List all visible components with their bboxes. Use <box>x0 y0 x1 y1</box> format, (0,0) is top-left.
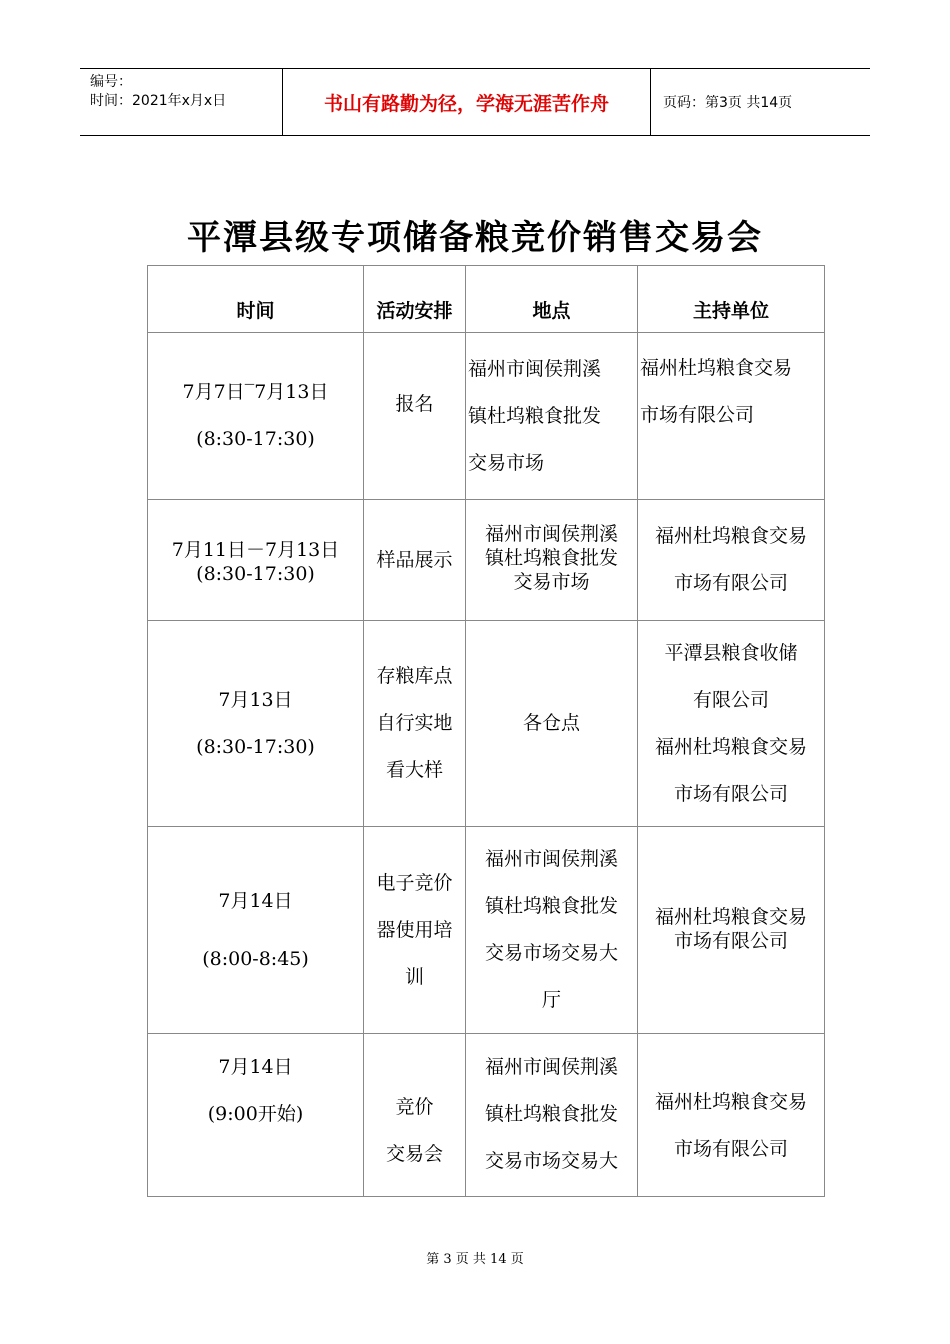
place-cell: 福州市闽侯荆溪 镇杜坞粮食批发 交易市场 <box>466 333 638 500</box>
table-row <box>148 1034 825 1197</box>
place-cell: 福州市闽侯荆溪 镇杜坞粮食批发 交易市场交易大 厅 <box>466 827 638 1034</box>
activity-cell: 存粮库点 自行实地 看大样 <box>364 621 466 827</box>
column-header: 活动安排 <box>364 266 466 333</box>
page-header <box>80 68 870 136</box>
time-cell: 7月14日 (8:00-8:45) <box>148 827 364 1034</box>
column-header: 地点 <box>466 266 638 333</box>
table-row <box>148 333 825 500</box>
document-title: 平潭县级专项储备粮竞价销售交易会 <box>187 218 763 258</box>
activity-cell: 竞价 交易会 <box>364 1034 466 1197</box>
header-left <box>80 69 282 135</box>
page-footer: 第 3 页 共 14 页 <box>426 1252 524 1267</box>
host-cell: 福州杜坞粮食交易 市场有限公司 <box>638 1034 825 1197</box>
table-row <box>148 500 825 621</box>
schedule-table <box>147 265 825 1197</box>
place-cell: 各仓点 <box>466 621 638 827</box>
header-motto: 书山有路勤为径，学海无涯苦作舟 <box>282 69 651 135</box>
table-header-row <box>148 266 825 333</box>
column-header: 主持单位 <box>638 266 825 333</box>
header-page-label: 页码：第3页 共14页 <box>663 95 793 111</box>
place-cell: 福州市闽侯荆溪 镇杜坞粮食批发 交易市场 <box>466 500 638 621</box>
time-cell: 7月11日－7月13日 (8:30-17:30) <box>148 500 364 621</box>
host-cell: 福州杜坞粮食交易 市场有限公司 <box>638 333 825 500</box>
activity-cell: 电子竞价 器使用培 训 <box>364 827 466 1034</box>
host-cell: 平潭县粮食收储 有限公司 福州杜坞粮食交易 市场有限公司 <box>638 621 825 827</box>
table-row <box>148 621 825 827</box>
host-cell: 福州杜坞粮食交易 市场有限公司 <box>638 500 825 621</box>
activity-cell: 报名 <box>364 333 466 500</box>
place-cell: 福州市闽侯荆溪 镇杜坞粮食批发 交易市场交易大 <box>466 1034 638 1197</box>
date-label: 时间：2021年x月x日 <box>90 93 227 109</box>
column-header: 时间 <box>148 266 364 333</box>
time-cell: 7月7日‾7月13日 (8:30-17:30) <box>148 333 364 500</box>
activity-cell: 样品展示 <box>364 500 466 621</box>
time-cell: 7月13日 (8:30-17:30) <box>148 621 364 827</box>
host-cell: 福州杜坞粮食交易 市场有限公司 <box>638 827 825 1034</box>
time-cell: 7月14日 (9:00开始) <box>148 1034 364 1197</box>
number-label: 编号： <box>90 74 132 90</box>
table-row <box>148 827 825 1034</box>
